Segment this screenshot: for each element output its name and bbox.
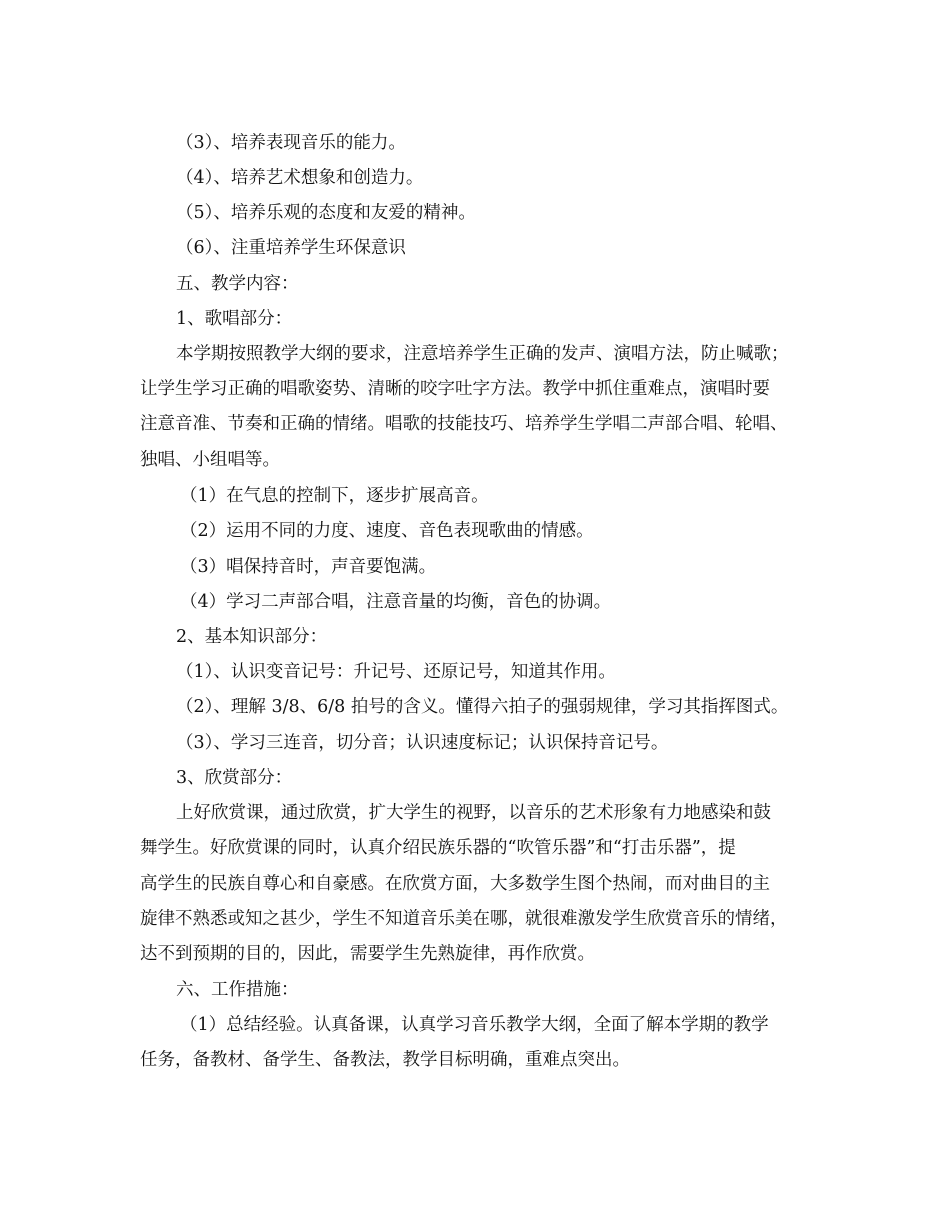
paragraph-line: 舞学生。好欣赏课的同时，认真介绍民族乐器的“吹管乐器”和“打击乐器”，提 [140, 838, 736, 858]
objective-4: （4）、培养艺术想象和创造力。 [176, 168, 424, 188]
subsection-heading-basic-knowledge: 2、基本知识部分： [176, 627, 328, 647]
objective-3: （3）、培养表现音乐的能力。 [176, 133, 406, 153]
paragraph-line: 注意音准、节奏和正确的情绪。唱歌的技能技巧、培养学生学唱二声部合唱、轮唱、 [140, 414, 788, 434]
list-item: （2）运用不同的力度、速度、音色表现歌曲的情感。 [180, 521, 594, 541]
paragraph-line: （1）总结经验。认真备课，认真学习音乐教学大纲，全面了解本学期的教学 [180, 1015, 769, 1035]
list-item: （4）学习二声部合唱，注意音量的均衡，音色的协调。 [180, 592, 612, 612]
section-heading-work-measures: 六、工作措施： [176, 980, 299, 1000]
list-item: （1）在气息的控制下，逐步扩展高音。 [180, 486, 489, 506]
paragraph-line: 高学生的民族自尊心和自豪感。在欣赏方面，大多数学生图个热闹，而对曲目的主 [140, 874, 770, 894]
list-item: （1）、认识变音记号：升记号、还原记号，知道其作用。 [176, 662, 616, 682]
section-heading-teaching-content: 五、教学内容： [176, 274, 299, 294]
subsection-heading-appreciation: 3、欣赏部分： [176, 768, 293, 788]
paragraph-line: 任务，备教材、备学生、备教法，教学目标明确，重难点突出。 [140, 1050, 630, 1070]
list-item: （2）、理解 3/8、6/8 拍号的含义。懂得六拍子的强弱规律，学习其指挥图式。 [176, 697, 789, 717]
paragraph-line: 达不到预期的目的，因此，需要学生先熟旋律，再作欣赏。 [140, 944, 595, 964]
objective-6: （6）、注重培养学生环保意识 [176, 238, 406, 258]
subsection-heading-singing: 1、歌唱部分： [176, 309, 293, 329]
list-item: （3）唱保持音时，声音要饱满。 [180, 557, 437, 577]
objective-5: （5）、培养乐观的态度和友爱的精神。 [176, 203, 476, 223]
list-item: （3）、学习三连音，切分音；认识速度标记；认识保持音记号。 [176, 733, 669, 753]
paragraph-line: 独唱、小组唱等。 [140, 450, 280, 470]
paragraph-line: 上好欣赏课，通过欣赏，扩大学生的视野，以音乐的艺术形象有力地感染和鼓 [176, 803, 771, 823]
paragraph-line: 让学生学习正确的唱歌姿势、清晰的咬字吐字方法。教学中抓住重难点，演唱时要 [140, 379, 770, 399]
paragraph-line: 本学期按照教学大纲的要求，注意培养学生正确的发声、演唱方法，防止喊歌； [176, 344, 789, 364]
paragraph-line: 旋律不熟悉或知之甚少，学生不知道音乐美在哪，就很难激发学生欣赏音乐的情绪， [140, 909, 788, 929]
